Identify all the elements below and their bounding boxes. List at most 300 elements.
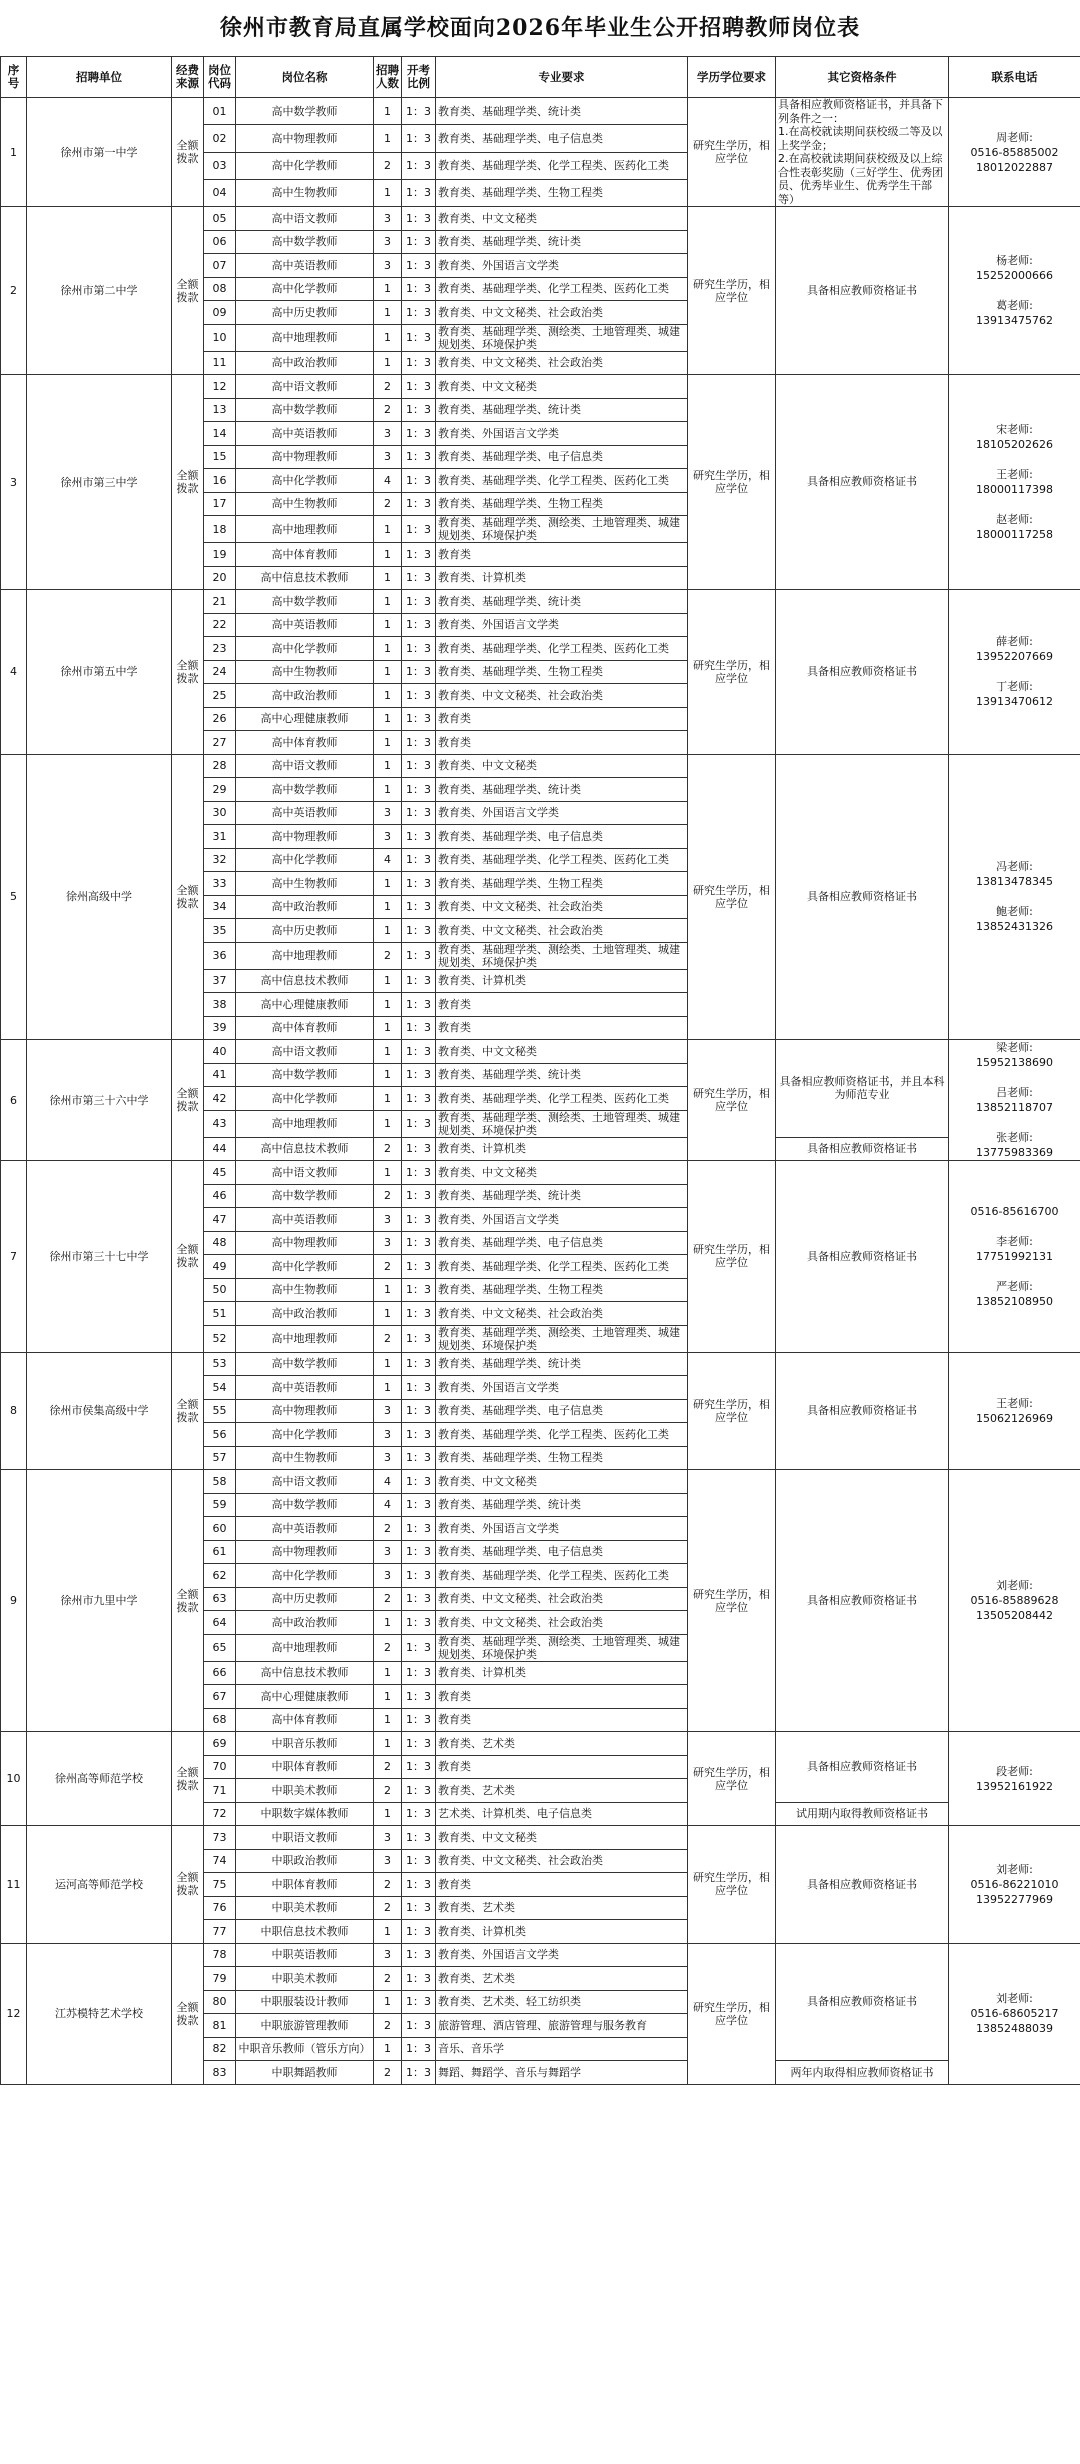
position-major: 教育类、计算机类 [436, 969, 688, 993]
position-count: 1 [374, 179, 402, 206]
unit-no: 5 [1, 754, 27, 1040]
unit-no: 4 [1, 590, 27, 755]
position-name: 高中英语教师 [236, 1376, 374, 1400]
position-code: 05 [204, 207, 236, 231]
header-fund: 经费来源 [172, 57, 204, 98]
position-count: 1 [374, 969, 402, 993]
position-major: 教育类、中文文秘类 [436, 1040, 688, 1064]
other-qualification-line: 具备相应教师资格证书 [807, 1995, 917, 2008]
position-count: 3 [374, 1423, 402, 1447]
position-code: 39 [204, 1016, 236, 1040]
position-major: 教育类、中文文秘类、社会政治类 [436, 351, 688, 375]
table-row [1, 590, 1080, 614]
position-count: 3 [374, 230, 402, 254]
position-code: 68 [204, 1708, 236, 1732]
position-major: 教育类、计算机类 [436, 566, 688, 590]
position-ratio: 1：3 [402, 179, 436, 206]
position-major: 教育类 [436, 543, 688, 567]
position-ratio: 1：3 [402, 778, 436, 802]
other-qualification-line: 1.在高校就读期间获校级二等及以上奖学金； [778, 125, 943, 152]
contact-line: 段老师: [996, 1764, 1033, 1778]
unit-name: 徐州市第五中学 [27, 590, 172, 755]
contact-line: 13505208442 [976, 1609, 1053, 1622]
contact-line: 18105202626 [976, 438, 1053, 451]
position-count: 1 [374, 1990, 402, 2014]
unit-fund: 全额拨款 [172, 1732, 204, 1826]
position-name: 中职体育教师 [236, 1755, 374, 1779]
position-count: 1 [374, 1920, 402, 1944]
position-name: 高中数学教师 [236, 1493, 374, 1517]
position-ratio: 1：3 [402, 98, 436, 125]
position-count: 1 [374, 1732, 402, 1756]
position-code: 04 [204, 179, 236, 206]
position-major: 教育类、基础理学类、生物工程类 [436, 1446, 688, 1470]
header-code: 岗位代码 [204, 57, 236, 98]
position-code: 78 [204, 1943, 236, 1967]
position-count: 4 [374, 1470, 402, 1494]
unit-fund: 全额拨款 [172, 375, 204, 590]
position-count: 1 [374, 1802, 402, 1826]
position-count: 1 [374, 993, 402, 1017]
position-ratio: 1：3 [402, 277, 436, 301]
unit-education: 研究生学历，相应学位 [688, 1161, 776, 1353]
position-major: 教育类、基础理学类、生物工程类 [436, 492, 688, 516]
position-code: 20 [204, 566, 236, 590]
position-ratio: 1：3 [402, 1967, 436, 1991]
position-ratio: 1：3 [402, 1278, 436, 1302]
position-name: 高中信息技术教师 [236, 566, 374, 590]
other-qualification-line: 具备相应教师资格证书 [807, 475, 917, 489]
contact-line: 15952138690 [976, 1056, 1053, 1069]
position-ratio: 1：3 [402, 1517, 436, 1541]
unit-fund: 全额拨款 [172, 1470, 204, 1732]
position-name: 高中化学教师 [236, 1423, 374, 1447]
position-count: 3 [374, 207, 402, 231]
position-code: 57 [204, 1446, 236, 1470]
position-code: 53 [204, 1352, 236, 1376]
position-ratio: 1：3 [402, 590, 436, 614]
other-qualification [776, 1470, 949, 1732]
position-name: 高中生物教师 [236, 872, 374, 896]
position-name: 中职服装设计教师 [236, 1990, 374, 2014]
other-qualification-line: 具备相应教师资格证书 [807, 1593, 917, 1607]
unit-fund: 全额拨款 [172, 1826, 204, 1944]
position-count: 1 [374, 516, 402, 543]
position-major: 教育类、中文文秘类 [436, 1161, 688, 1185]
unit-no: 7 [1, 1161, 27, 1353]
position-ratio: 1：3 [402, 1732, 436, 1756]
position-name: 高中地理教师 [236, 942, 374, 969]
header-education: 学历学位要求 [688, 57, 776, 98]
position-major: 教育类、基础理学类、化学工程类、医药化工类 [436, 637, 688, 661]
other-qualification [776, 1802, 949, 1826]
position-name: 高中数学教师 [236, 1352, 374, 1376]
unit-no: 8 [1, 1352, 27, 1470]
position-code: 61 [204, 1540, 236, 1564]
position-code: 64 [204, 1611, 236, 1635]
position-code: 56 [204, 1423, 236, 1447]
contact-line [951, 889, 1078, 904]
position-name: 高中体育教师 [236, 1708, 374, 1732]
position-major: 教育类、艺术类、轻工纺织类 [436, 1990, 688, 2014]
contact-line: 周老师: [996, 130, 1033, 144]
position-major: 教育类、计算机类 [436, 1661, 688, 1685]
position-ratio: 1：3 [402, 1564, 436, 1588]
position-name: 高中生物教师 [236, 1446, 374, 1470]
position-major: 教育类、基础理学类、化学工程类、医药化工类 [436, 277, 688, 301]
position-major: 教育类、基础理学类、统计类 [436, 98, 688, 125]
position-name: 高中体育教师 [236, 1016, 374, 1040]
position-count: 1 [374, 1063, 402, 1087]
position-major: 教育类 [436, 1755, 688, 1779]
contact-line: 13952277969 [976, 1892, 1053, 1906]
position-count: 1 [374, 919, 402, 943]
position-code: 65 [204, 1634, 236, 1661]
table-row [1, 1161, 1080, 1185]
position-count: 2 [374, 1255, 402, 1279]
position-code: 08 [204, 277, 236, 301]
position-name: 高中地理教师 [236, 1634, 374, 1661]
position-count: 4 [374, 848, 402, 872]
position-name: 高中信息技术教师 [236, 969, 374, 993]
position-major: 教育类 [436, 1685, 688, 1709]
position-count: 1 [374, 1278, 402, 1302]
position-major: 教育类、基础理学类、电子信息类 [436, 125, 688, 152]
position-count: 2 [374, 1779, 402, 1803]
position-code: 34 [204, 895, 236, 919]
contact-line: 13852431326 [976, 920, 1053, 934]
position-count: 2 [374, 942, 402, 969]
position-count: 1 [374, 707, 402, 731]
position-major: 教育类、艺术类 [436, 1732, 688, 1756]
position-major: 教育类、中文文秘类、社会政治类 [436, 684, 688, 708]
position-ratio: 1：3 [402, 1423, 436, 1447]
other-qualification-line: 具备相应教师资格证书 [807, 1877, 917, 1891]
position-code: 16 [204, 469, 236, 493]
unit-name: 徐州高级中学 [27, 754, 172, 1040]
position-count: 1 [374, 1708, 402, 1732]
other-qualification-line: 具备相应教师资格证书 [807, 665, 917, 678]
position-ratio: 1：3 [402, 492, 436, 516]
position-major: 教育类、中文文秘类、社会政治类 [436, 919, 688, 943]
position-name: 高中语文教师 [236, 1161, 374, 1185]
position-code: 27 [204, 731, 236, 755]
position-ratio: 1：3 [402, 445, 436, 469]
position-name: 高中英语教师 [236, 1517, 374, 1541]
position-name: 高中数学教师 [236, 1063, 374, 1087]
position-count: 1 [374, 1611, 402, 1635]
position-major: 旅游管理、酒店管理、旅游管理与服务教育 [436, 2014, 688, 2038]
position-name: 中职政治教师 [236, 1849, 374, 1873]
unit-contact [949, 590, 1080, 755]
position-name: 高中化学教师 [236, 637, 374, 661]
position-name: 高中化学教师 [236, 1564, 374, 1588]
other-qualification [776, 1826, 949, 1944]
position-name: 高中数学教师 [236, 230, 374, 254]
other-qualification [776, 1943, 949, 2061]
position-major: 教育类 [436, 993, 688, 1017]
other-qualification [776, 375, 949, 590]
unit-name: 徐州高等师范学校 [27, 1732, 172, 1826]
unit-education: 研究生学历，相应学位 [688, 1040, 776, 1161]
unit-education: 研究生学历，相应学位 [688, 375, 776, 590]
unit-contact [949, 1470, 1080, 1732]
position-name: 高中化学教师 [236, 152, 374, 179]
position-code: 21 [204, 590, 236, 614]
position-code: 31 [204, 825, 236, 849]
position-count: 1 [374, 1110, 402, 1137]
unit-contact [949, 1826, 1080, 1944]
position-ratio: 1：3 [402, 254, 436, 278]
other-qualification [776, 590, 949, 755]
position-name: 高中化学教师 [236, 469, 374, 493]
position-major: 教育类、中文文秘类、社会政治类 [436, 301, 688, 325]
position-name: 高中生物教师 [236, 179, 374, 206]
position-code: 66 [204, 1661, 236, 1685]
position-ratio: 1：3 [402, 1399, 436, 1423]
position-name: 高中地理教师 [236, 516, 374, 543]
other-qualification [776, 754, 949, 1040]
table-row [1, 1943, 1080, 1967]
contact-line: 0516-86221010 [970, 1877, 1059, 1891]
position-major: 音乐、音乐学 [436, 2037, 688, 2061]
other-qualification [776, 1137, 949, 1161]
position-ratio: 1：3 [402, 1446, 436, 1470]
position-code: 54 [204, 1376, 236, 1400]
other-qualification-line: 具备相应教师资格证书 [807, 1760, 917, 1773]
position-major: 教育类、基础理学类、电子信息类 [436, 1231, 688, 1255]
position-count: 1 [374, 613, 402, 637]
position-ratio: 1：3 [402, 993, 436, 1017]
position-name: 高中语文教师 [236, 754, 374, 778]
position-major: 教育类、基础理学类、电子信息类 [436, 1399, 688, 1423]
contact-line: 宋老师: [996, 423, 1033, 436]
position-count: 1 [374, 684, 402, 708]
position-name: 中职信息技术教师 [236, 1920, 374, 1944]
position-ratio: 1：3 [402, 1255, 436, 1279]
position-count: 2 [374, 1137, 402, 1161]
unit-education: 研究生学历，相应学位 [688, 590, 776, 755]
contact-line: 0516-85889628 [970, 1594, 1059, 1607]
other-qualification-line: 具备相应教师资格证书 [807, 1142, 917, 1155]
position-count: 2 [374, 1325, 402, 1352]
position-code: 51 [204, 1302, 236, 1326]
contact-line: 13913475762 [976, 314, 1053, 327]
position-count: 1 [374, 301, 402, 325]
contact-line [951, 452, 1078, 467]
position-count: 3 [374, 254, 402, 278]
position-name: 中职美术教师 [236, 1896, 374, 1920]
unit-name: 徐州市第三十七中学 [27, 1161, 172, 1353]
contact-line [951, 1219, 1078, 1234]
position-major: 教育类、基础理学类、测绘类、土地管理类、城建规划类、环境保护类 [436, 1110, 688, 1137]
position-count: 2 [374, 152, 402, 179]
position-ratio: 1：3 [402, 1896, 436, 1920]
position-major: 教育类 [436, 1708, 688, 1732]
position-ratio: 1：3 [402, 942, 436, 969]
unit-education: 研究生学历，相应学位 [688, 1732, 776, 1826]
position-major: 教育类、基础理学类、测绘类、土地管理类、城建规划类、环境保护类 [436, 324, 688, 351]
position-ratio: 1：3 [402, 301, 436, 325]
header-contact: 联系电话 [949, 57, 1080, 98]
table-row [1, 754, 1080, 778]
position-count: 2 [374, 2014, 402, 2038]
contact-line: 17751992131 [976, 1249, 1053, 1263]
position-major: 教育类、基础理学类、化学工程类、医药化工类 [436, 1423, 688, 1447]
position-code: 02 [204, 125, 236, 152]
position-name: 高中物理教师 [236, 825, 374, 849]
unit-fund: 全额拨款 [172, 1040, 204, 1161]
position-ratio: 1：3 [402, 1208, 436, 1232]
position-ratio: 1：3 [402, 2037, 436, 2061]
contact-line: 梁老师: [996, 1041, 1033, 1054]
position-name: 高中语文教师 [236, 1470, 374, 1494]
contact-line [951, 283, 1078, 298]
position-count: 2 [374, 2061, 402, 2085]
position-ratio: 1：3 [402, 1063, 436, 1087]
contact-line: 李老师: [996, 1234, 1033, 1248]
contact-line: 13775983369 [976, 1146, 1053, 1159]
position-ratio: 1：3 [402, 422, 436, 446]
position-major: 教育类、中文文秘类 [436, 1470, 688, 1494]
position-name: 中职美术教师 [236, 1967, 374, 1991]
position-count: 2 [374, 1967, 402, 1991]
position-major: 教育类 [436, 707, 688, 731]
contact-line: 18012022887 [976, 160, 1053, 174]
position-count: 1 [374, 1040, 402, 1064]
position-code: 01 [204, 98, 236, 125]
position-ratio: 1：3 [402, 469, 436, 493]
position-ratio: 1：3 [402, 1110, 436, 1137]
position-ratio: 1：3 [402, 324, 436, 351]
position-code: 03 [204, 152, 236, 179]
position-code: 47 [204, 1208, 236, 1232]
position-count: 1 [374, 1161, 402, 1185]
position-ratio: 1：3 [402, 707, 436, 731]
contact-line [951, 1115, 1078, 1130]
unit-fund: 全额拨款 [172, 1352, 204, 1470]
position-count: 2 [374, 1896, 402, 1920]
header-count: 招聘人数 [374, 57, 402, 98]
position-name: 高中语文教师 [236, 207, 374, 231]
position-ratio: 1：3 [402, 1470, 436, 1494]
position-name: 高中生物教师 [236, 1278, 374, 1302]
position-major: 教育类、外国语言文学类 [436, 1208, 688, 1232]
position-count: 3 [374, 1446, 402, 1470]
position-ratio: 1：3 [402, 516, 436, 543]
position-code: 24 [204, 660, 236, 684]
other-qualification [776, 98, 949, 207]
other-qualification-line: 试用期内取得教师资格证书 [796, 1807, 928, 1820]
position-major: 教育类、基础理学类、统计类 [436, 1352, 688, 1376]
position-code: 69 [204, 1732, 236, 1756]
position-code: 63 [204, 1587, 236, 1611]
position-code: 81 [204, 2014, 236, 2038]
position-ratio: 1：3 [402, 801, 436, 825]
position-ratio: 1：3 [402, 2014, 436, 2038]
position-count: 1 [374, 324, 402, 351]
position-code: 74 [204, 1849, 236, 1873]
position-major: 教育类、中文文秘类 [436, 1826, 688, 1850]
position-major: 教育类、基础理学类、化学工程类、医药化工类 [436, 1087, 688, 1111]
position-count: 1 [374, 1016, 402, 1040]
position-major: 教育类、计算机类 [436, 1920, 688, 1944]
position-name: 高中信息技术教师 [236, 1661, 374, 1685]
position-major: 教育类、基础理学类、测绘类、土地管理类、城建规划类、环境保护类 [436, 942, 688, 969]
position-ratio: 1：3 [402, 731, 436, 755]
position-code: 70 [204, 1755, 236, 1779]
position-major: 教育类、基础理学类、生物工程类 [436, 179, 688, 206]
position-major: 教育类、中文文秘类 [436, 375, 688, 399]
position-code: 38 [204, 993, 236, 1017]
position-code: 35 [204, 919, 236, 943]
position-major: 教育类、外国语言文学类 [436, 1517, 688, 1541]
position-count: 1 [374, 98, 402, 125]
position-major: 教育类、基础理学类、测绘类、土地管理类、城建规划类、环境保护类 [436, 516, 688, 543]
position-count: 2 [374, 492, 402, 516]
other-qualification-line: 2.在高校就读期间获校级及以上综合性表彰奖励（三好学生、优秀团员、优秀毕业生、优秀学生干部等） [778, 152, 943, 206]
position-name: 高中物理教师 [236, 1399, 374, 1423]
position-name: 高中政治教师 [236, 684, 374, 708]
position-ratio: 1：3 [402, 1352, 436, 1376]
unit-contact [949, 98, 1080, 207]
position-ratio: 1：3 [402, 872, 436, 896]
contact-line: 刘老师: [996, 1992, 1033, 2005]
position-name: 高中数学教师 [236, 590, 374, 614]
position-major: 教育类、基础理学类、化学工程类、医药化工类 [436, 1564, 688, 1588]
position-ratio: 1：3 [402, 1161, 436, 1185]
unit-contact [949, 1161, 1080, 1353]
position-code: 29 [204, 778, 236, 802]
position-major: 教育类、外国语言文学类 [436, 613, 688, 637]
position-ratio: 1：3 [402, 969, 436, 993]
position-count: 1 [374, 1302, 402, 1326]
position-code: 60 [204, 1517, 236, 1541]
table-row [1, 375, 1080, 399]
position-code: 46 [204, 1184, 236, 1208]
unit-no: 12 [1, 1943, 27, 2084]
position-ratio: 1：3 [402, 125, 436, 152]
position-ratio: 1：3 [402, 1016, 436, 1040]
contact-line: 13852108950 [976, 1294, 1053, 1308]
position-code: 49 [204, 1255, 236, 1279]
unit-education: 研究生学历，相应学位 [688, 207, 776, 375]
contact-line: 13913470612 [976, 695, 1053, 709]
position-code: 32 [204, 848, 236, 872]
position-name: 高中政治教师 [236, 1611, 374, 1635]
table-row [1, 1352, 1080, 1376]
position-ratio: 1：3 [402, 1779, 436, 1803]
position-name: 高中体育教师 [236, 543, 374, 567]
position-major: 教育类、艺术类 [436, 1896, 688, 1920]
position-name: 中职音乐教师（管乐方向） [236, 2037, 374, 2061]
contact-line: 鲍老师: [996, 905, 1033, 919]
position-code: 30 [204, 801, 236, 825]
unit-contact [949, 1352, 1080, 1470]
position-code: 11 [204, 351, 236, 375]
position-major: 教育类、基础理学类、电子信息类 [436, 1540, 688, 1564]
position-code: 67 [204, 1685, 236, 1709]
position-count: 2 [374, 1587, 402, 1611]
recruitment-table [0, 56, 1080, 2085]
unit-no: 3 [1, 375, 27, 590]
position-code: 07 [204, 254, 236, 278]
other-qualification-line: 具备相应教师资格证书 [807, 890, 917, 903]
contact-line: 葛老师: [996, 299, 1033, 312]
other-qualification-line: 具备相应教师资格证书 [807, 1249, 917, 1263]
unit-education: 研究生学历，相应学位 [688, 1943, 776, 2084]
position-count: 1 [374, 2037, 402, 2061]
